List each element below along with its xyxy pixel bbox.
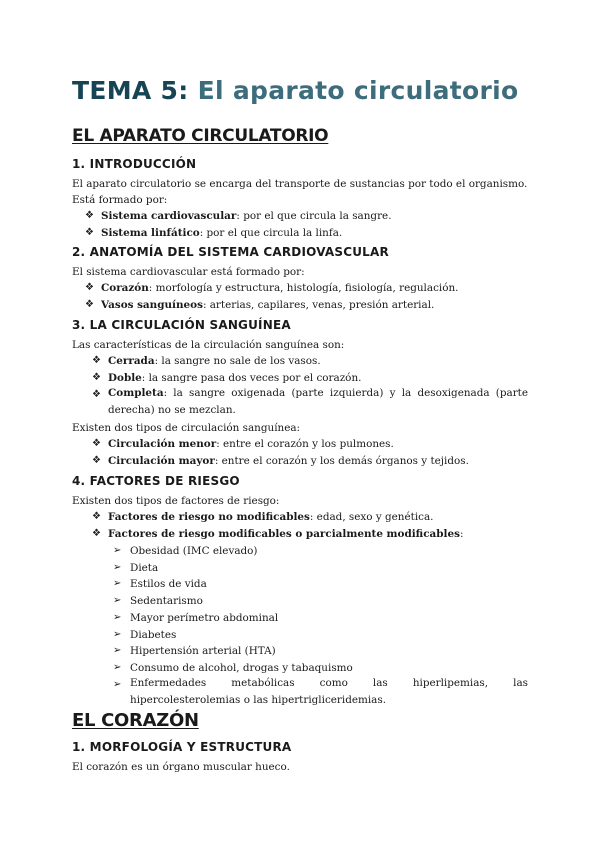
factores-paragraph: Existen dos tipos de factores de riesgo:	[72, 495, 280, 507]
list-item	[108, 438, 394, 450]
diamond-bullet-icon: ❖	[92, 372, 101, 383]
list-item-term: Factores de riesgo modificables o parcialmente modificables	[108, 528, 460, 540]
section-heading-corazon: EL CORAZÓN	[72, 710, 199, 731]
arrow-bullet-icon: ➢	[113, 562, 122, 573]
list-item-term: Factores de riesgo no modificables	[108, 511, 310, 523]
list-item-text: : arterias, capilares, venas, presión arterial.	[202, 299, 435, 311]
sub-list-item: Diabetes	[130, 629, 177, 641]
list-item-term: Cerrada	[108, 355, 155, 367]
list-item	[108, 528, 463, 540]
list-item-term: Sistema cardiovascular	[101, 210, 237, 222]
list-item	[101, 210, 392, 222]
intro-formed-by: Está formado por:	[72, 194, 168, 206]
list-item-text: : entre el corazón y los pulmones.	[216, 438, 394, 450]
list-item-term: Circulación menor	[108, 438, 217, 450]
diamond-bullet-icon: ❖	[92, 438, 101, 449]
list-item-text: : morfología y estructura, histología, fisiología, regulación.	[148, 282, 459, 294]
list-item	[101, 227, 342, 239]
circulacion-paragraph: Las características de la circulación sanguínea son:	[72, 339, 345, 351]
subheading-morfologia: 1. MORFOLOGÍA Y ESTRUCTURA	[72, 740, 292, 754]
corazon-paragraph: El corazón es un órgano muscular hueco.	[72, 761, 290, 773]
sub-list-item: Consumo de alcohol, drogas y tabaquismo	[130, 662, 353, 674]
list-item-text: : la sangre pasa dos veces por el corazón.	[141, 372, 362, 384]
diamond-bullet-icon: ❖	[92, 528, 101, 539]
list-item	[108, 355, 321, 367]
diamond-bullet-icon: ❖	[85, 227, 94, 238]
section-heading-aparato: EL APARATO CIRCULATORIO	[72, 126, 329, 146]
diamond-bullet-icon: ❖	[85, 210, 94, 221]
title-text: El aparato circulatorio	[197, 76, 519, 105]
subheading-introduccion: 1. INTRODUCCIÓN	[72, 157, 197, 171]
diamond-bullet-icon: ❖	[85, 299, 94, 310]
arrow-bullet-icon: ➢	[113, 645, 122, 656]
sub-list-item: Obesidad (IMC elevado)	[130, 545, 258, 557]
arrow-bullet-icon: ➢	[113, 662, 122, 673]
diamond-bullet-icon: ❖	[92, 355, 101, 366]
sub-list-item: Hipertensión arterial (HTA)	[130, 645, 276, 657]
anatomia-paragraph: El sistema cardiovascular está formado por:	[72, 266, 305, 278]
diamond-bullet-icon: ❖	[92, 455, 101, 466]
sub-list-item: Dieta	[130, 562, 159, 574]
list-item-text: :	[459, 528, 464, 540]
arrow-bullet-icon: ➢	[113, 545, 122, 556]
list-item-text: : entre el corazón y los demás órganos y tejidos.	[214, 455, 469, 467]
circulacion-types-paragraph: Existen dos tipos de circulación sanguínea:	[72, 422, 301, 434]
list-item	[108, 385, 528, 419]
list-item	[108, 511, 433, 523]
list-item-term: Circulación mayor	[108, 455, 215, 467]
subheading-anatomia: 2. ANATOMÍA DEL SISTEMA CARDIOVASCULAR	[72, 245, 389, 259]
subheading-factores: 4. FACTORES DE RIESGO	[72, 474, 240, 488]
title-number: TEMA 5:	[72, 76, 189, 105]
list-item-text: : la sangre oxigenada (parte izquierda) y la desoxigenada (parte derecha) no se mezclan.	[108, 387, 528, 416]
sub-list-item: Enfermedades metabólicas como las hiperlipemias, las hipercolesterolemias o las hipertrigliceridemias.	[130, 677, 528, 706]
list-item	[101, 282, 458, 294]
list-item-term: Vasos sanguíneos	[101, 299, 203, 311]
arrow-bullet-icon: ➢	[113, 612, 122, 623]
list-item	[108, 455, 469, 467]
arrow-bullet-icon: ➢	[113, 679, 122, 690]
arrow-bullet-icon: ➢	[113, 578, 122, 589]
document-title	[72, 76, 518, 105]
arrow-bullet-icon: ➢	[113, 629, 122, 640]
diamond-bullet-icon: ❖	[92, 511, 101, 522]
list-item-text: : por el que circula la linfa.	[199, 227, 343, 239]
sub-list-item: Estilos de vida	[130, 578, 207, 590]
diamond-bullet-icon: ❖	[92, 389, 101, 400]
list-item-text: : la sangre no sale de los vasos.	[154, 355, 321, 367]
list-item-term: Doble	[108, 372, 142, 384]
list-item	[101, 299, 434, 311]
arrow-bullet-icon: ➢	[113, 595, 122, 606]
list-item	[108, 372, 361, 384]
sub-list-item: Sedentarismo	[130, 595, 203, 607]
list-item-text: : por el que circula la sangre.	[236, 210, 392, 222]
list-item-text: : edad, sexo y genética.	[309, 511, 434, 523]
list-item-term: Sistema linfático	[101, 227, 200, 239]
list-item-term: Corazón	[101, 282, 149, 294]
intro-paragraph: El aparato circulatorio se encarga del transporte de sustancias por todo el organismo.	[72, 178, 528, 190]
diamond-bullet-icon: ❖	[85, 282, 94, 293]
list-item-term: Completa	[108, 387, 164, 399]
sub-list-item: Mayor perímetro abdominal	[130, 612, 279, 624]
subheading-circulacion: 3. LA CIRCULACIÓN SANGUÍNEA	[72, 318, 291, 332]
